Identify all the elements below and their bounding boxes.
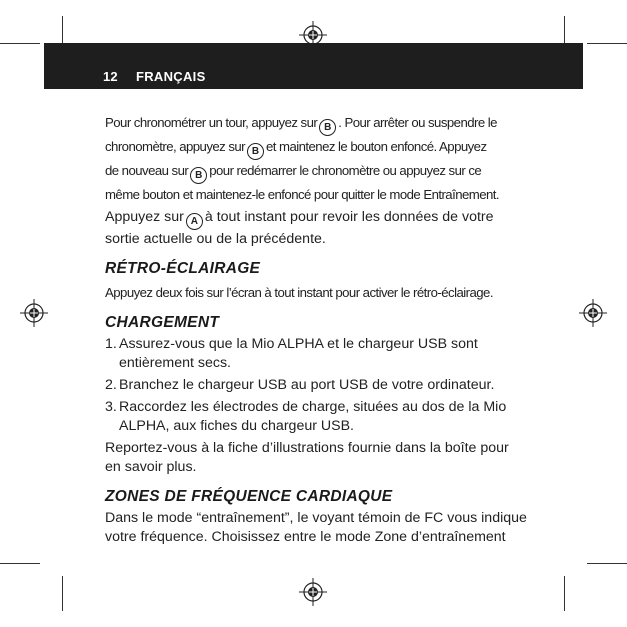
list-number: 1.	[105, 336, 117, 352]
note-text: Reportez-vous à la fiche d’illustrations fournie dans la boîte pour	[105, 440, 509, 456]
backlight-heading: RÉTRO-ÉCLAIRAGE	[105, 260, 261, 277]
review-text: Appuyez sur	[105, 209, 184, 225]
page-number: 12	[103, 69, 118, 84]
note-text: en savoir plus.	[105, 459, 197, 475]
registration-mark-bottom-icon	[299, 578, 327, 606]
button-a-icon: A	[186, 213, 203, 230]
intro-text: . Pour arrêter ou suspendre le	[338, 115, 497, 130]
list-item	[105, 376, 575, 395]
button-b-icon: B	[190, 167, 207, 184]
page-header	[44, 43, 583, 89]
charging-steps	[105, 335, 575, 436]
zones-heading: ZONES DE FRÉQUENCE CARDIAQUE	[105, 488, 393, 505]
list-item	[105, 335, 575, 373]
review-paragraph	[105, 208, 575, 249]
zones-text: votre fréquence. Choisissez entre le mode Zone d’entraînement	[105, 529, 506, 545]
list-text: Branchez le chargeur USB au port USB de votre ordinateur.	[119, 377, 495, 393]
list-text: Assurez-vous que la Mio ALPHA et le chargeur USB sont	[119, 336, 478, 352]
intro-text: même bouton et maintenez-le enfoncé pour quitter le mode Entraînement.	[105, 187, 500, 202]
button-b-icon: B	[319, 119, 336, 136]
page-content	[105, 112, 575, 547]
zones-paragraph	[105, 509, 575, 547]
charging-note	[105, 439, 575, 477]
list-number: 3.	[105, 399, 117, 415]
intro-text: Pour chronométrer un tour, appuyez sur	[105, 115, 318, 130]
backlight-text: Appuyez deux fois sur l’écran à tout instant pour activer le rétro-éclairage.	[105, 285, 493, 300]
language-label: FRANÇAIS	[136, 69, 206, 84]
list-text: ALPHA, aux fiches du chargeur USB.	[119, 418, 355, 434]
intro-text: chronomètre, appuyez sur	[105, 139, 246, 154]
list-item	[105, 398, 575, 436]
list-number: 2.	[105, 377, 117, 393]
zones-text: Dans le mode “entraînement”, le voyant témoin de FC vous indique	[105, 510, 527, 526]
intro-text: pour redémarrer le chronomètre ou appuyez sur ce	[209, 163, 482, 178]
button-b-icon: B	[247, 143, 264, 160]
intro-text: de nouveau sur	[105, 163, 189, 178]
registration-mark-right-icon	[579, 299, 607, 327]
review-text: sortie actuelle ou de la précédente.	[105, 231, 326, 247]
intro-paragraph	[105, 112, 575, 205]
charging-heading: CHARGEMENT	[105, 314, 220, 331]
review-text: à tout instant pour revoir les données de votre	[204, 209, 494, 225]
list-text: entièrement secs.	[119, 355, 231, 371]
intro-text: et maintenez le bouton enfoncé. Appuyez	[266, 139, 487, 154]
registration-mark-left-icon	[20, 299, 48, 327]
list-text: Raccordez les électrodes de charge, situées au dos de la Mio	[119, 399, 507, 415]
